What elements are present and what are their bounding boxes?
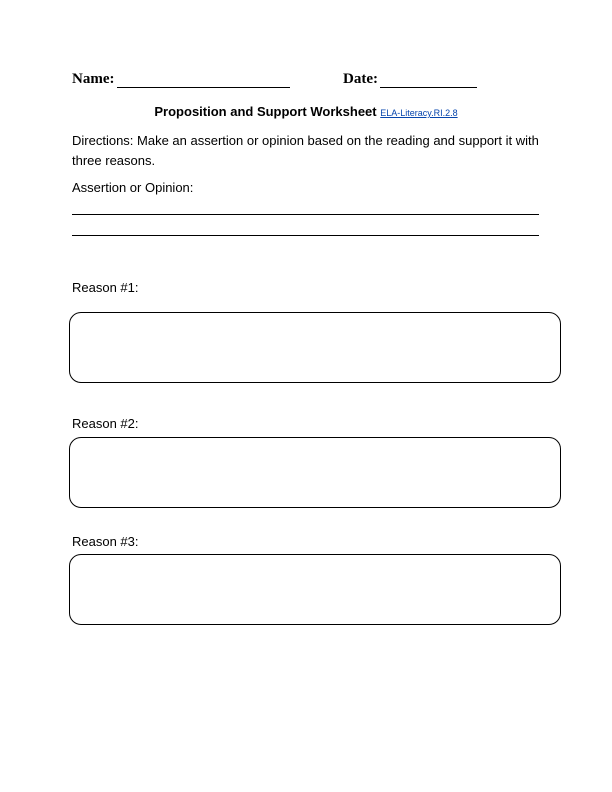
date-write-line[interactable] (380, 87, 477, 88)
assertion-label: Assertion or Opinion: (72, 180, 194, 195)
assertion-line-2[interactable] (72, 235, 539, 236)
reason-3-label: Reason #3: (72, 534, 139, 549)
reason-1-label: Reason #1: (72, 280, 139, 295)
assertion-line-1[interactable] (72, 214, 539, 215)
reason-2-label: Reason #2: (72, 416, 139, 431)
name-label: Name: (72, 71, 115, 87)
date-label: Date: (343, 71, 378, 87)
directions-text: Directions: Make an assertion or opinion based on the reading and support it with three reasons. (72, 133, 539, 168)
name-write-line[interactable] (117, 87, 290, 88)
reason-3-box[interactable] (69, 554, 561, 625)
title-text: Proposition and Support Worksheet (154, 104, 377, 119)
standard-link[interactable]: ELA-Literacy.RI.2.8 (380, 108, 458, 118)
worksheet-title (0, 104, 612, 119)
reason-2-box[interactable] (69, 437, 561, 508)
reason-1-box[interactable] (69, 312, 561, 383)
